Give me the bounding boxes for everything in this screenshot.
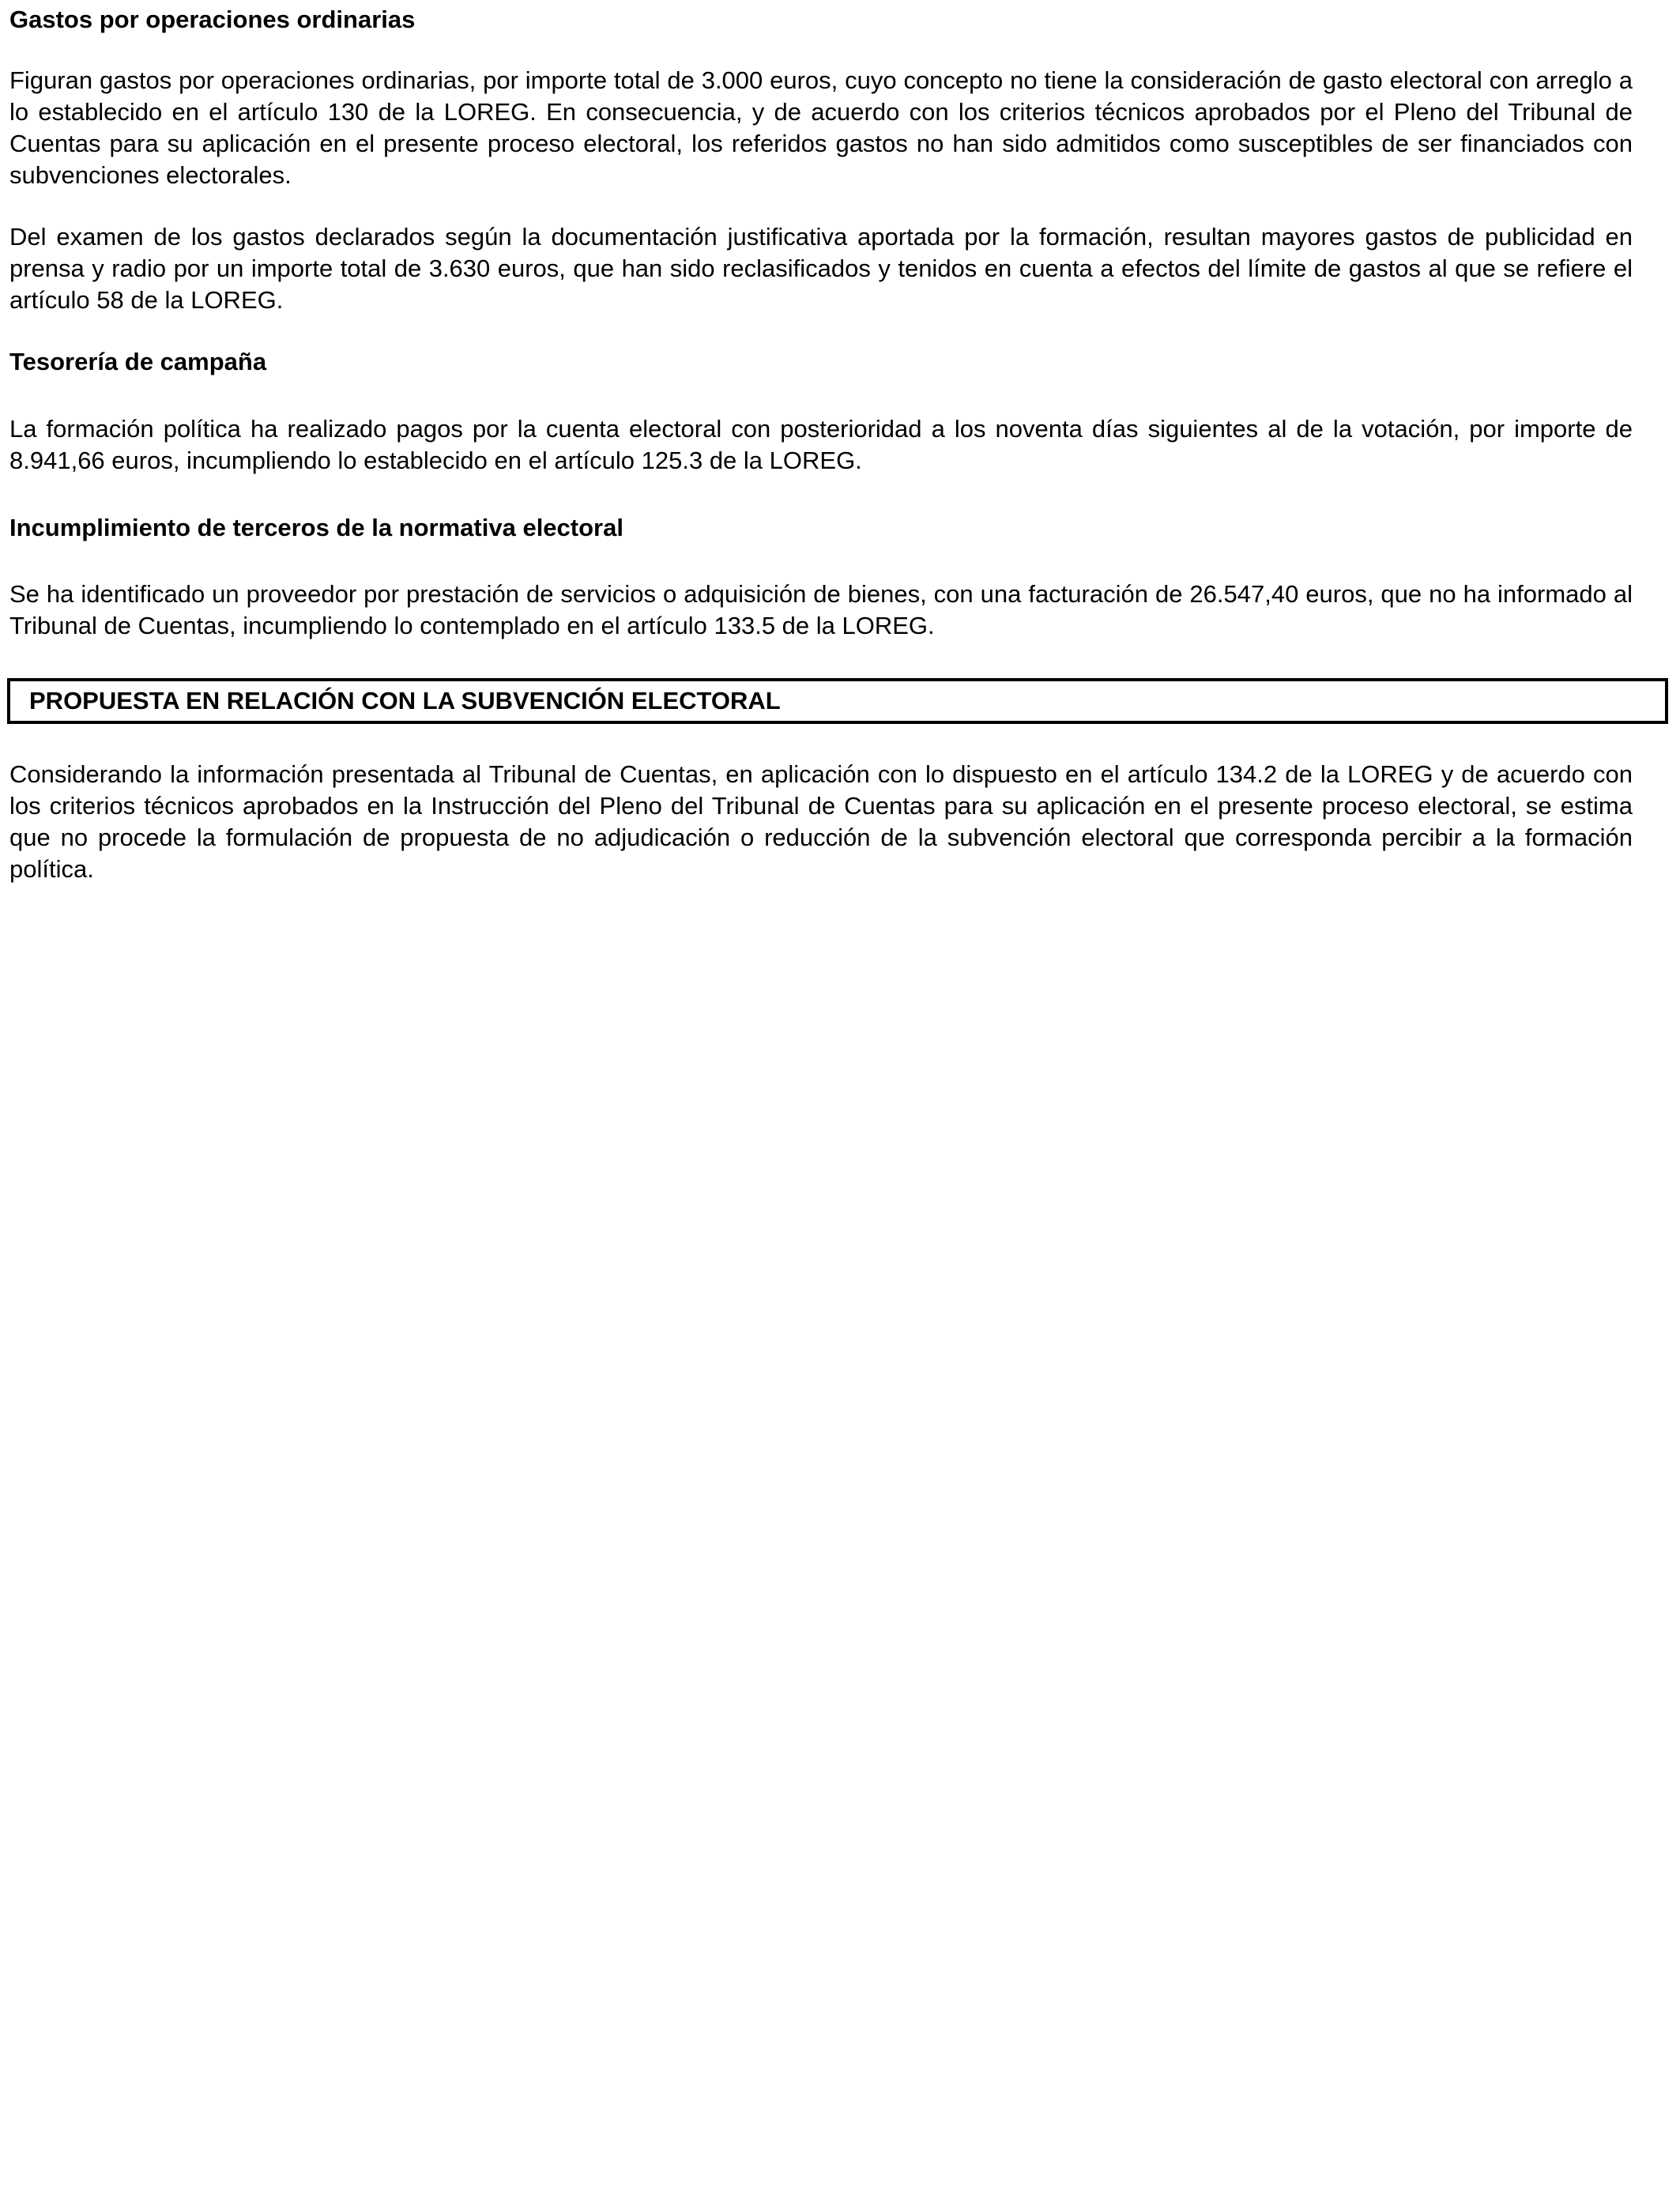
boxed-section-title-propuesta: PROPUESTA EN RELACIÓN CON LA SUBVENCIÓN ELECTORAL [7, 678, 1668, 724]
paragraph-gastos-publicidad: Del examen de los gastos declarados según la documentación justificativa aportada por la formación, resultan mayores gastos de publicidad en prensa y radio por un importe total de 3.630 euros, que han sido reclasificados y tenidos en cuenta a efectos del límite de gastos al que se refiere el artículo 58 de la LOREG. [9, 223, 1633, 314]
paragraph-tesoreria: La formación política ha realizado pagos por la cuenta electoral con posterioridad a los noventa días siguientes al de la votación, por importe de 8.941,66 euros, incumpliendo lo establecido en el artículo 125.3 de la LOREG. [9, 415, 1633, 474]
paragraph-propuesta: Considerando la información presentada al Tribunal de Cuentas, en aplicación con lo dispuesto en el artículo 134.2 de la LOREG y de acuerdo con los criterios técnicos aprobados en la Instrucción del Pleno del Tribunal de Cuentas para su aplicación en el presente proceso electoral, se estima que no procede la formulación de propuesta de no adjudicación o reducción de la subvención electoral que corresponda percibir a la formación política. [9, 760, 1633, 883]
paragraph-terceros: Se ha identificado un proveedor por prestación de servicios o adquisición de bienes, con una facturación de 26.547,40 euros, que no ha informado al Tribunal de Cuentas, incumpliendo lo contemplado en el artículo 133.5 de la LOREG. [9, 580, 1633, 639]
section-heading-tesoreria: Tesorería de campaña [9, 348, 267, 375]
section-heading-gastos: Gastos por operaciones ordinarias [9, 6, 416, 33]
paragraph-gastos-ordinarias: Figuran gastos por operaciones ordinarias, por importe total de 3.000 euros, cuyo concepto no tiene la consideración de gasto electoral con arreglo a lo establecido en el artículo 130 de la LOREG. En consecuencia, y de acuerdo con los criterios técnicos aprobados por el Pleno del Tribunal de Cuentas para su aplicación en el presente proceso electoral, los referidos gastos no han sido admitidos como susceptibles de ser financiados con subvenciones electorales. [9, 66, 1633, 189]
section-heading-terceros: Incumplimiento de terceros de la normativa electoral [9, 514, 623, 541]
